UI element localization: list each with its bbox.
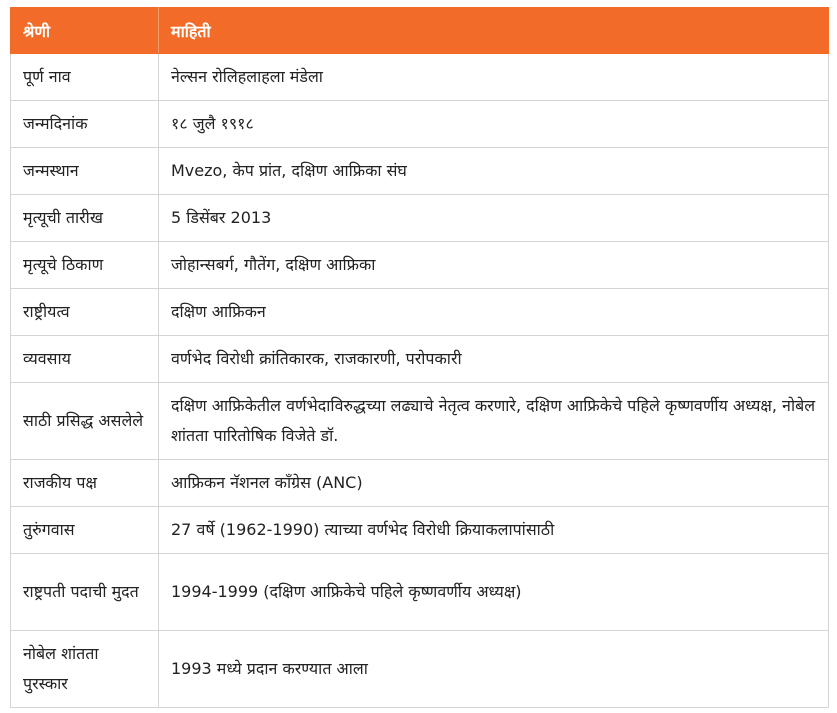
- row-label: मृत्यूची तारीख: [11, 195, 159, 242]
- row-value: 5 डिसेंबर 2013: [159, 195, 829, 242]
- header-information: माहिती: [159, 8, 829, 54]
- table-header-row: [11, 8, 829, 54]
- row-label: राष्ट्रीयत्व: [11, 289, 159, 336]
- row-label: जन्मदिनांक: [11, 101, 159, 148]
- table-row: [11, 507, 829, 554]
- row-value: दक्षिण आफ्रिकेतील वर्णभेदाविरुद्धच्या लढ्याचे नेतृत्व करणारे, दक्षिण आफ्रिकेचे पहिले कृष्णवर्णीय अध्यक्ष, नोबेल शांतता पारितोषिक विजेते डॉ.: [159, 383, 829, 460]
- table-row: [11, 195, 829, 242]
- row-label: मृत्यूचे ठिकाण: [11, 242, 159, 289]
- table-row: [11, 383, 829, 460]
- row-value: वर्णभेद विरोधी क्रांतिकारक, राजकारणी, परोपकारी: [159, 336, 829, 383]
- row-value: नेल्सन रोलिहलाहला मंडेला: [159, 54, 829, 101]
- row-value: 1994-1999 (दक्षिण आफ्रिकेचे पहिले कृष्णवर्णीय अध्यक्ष): [159, 554, 829, 631]
- row-value: जोहान्सबर्ग, गौतेंग, दक्षिण आफ्रिका: [159, 242, 829, 289]
- table-row: [11, 101, 829, 148]
- table-row: [11, 336, 829, 383]
- row-label: पूर्ण नाव: [11, 54, 159, 101]
- table-row: [11, 554, 829, 631]
- row-value: 27 वर्षे (1962-1990) त्याच्या वर्णभेद विरोधी क्रियाकलापांसाठी: [159, 507, 829, 554]
- info-table: [10, 7, 829, 708]
- table-row: [11, 148, 829, 195]
- table-row: [11, 631, 829, 708]
- row-value: आफ्रिकन नॅशनल काँग्रेस (ANC): [159, 460, 829, 507]
- table-row: [11, 460, 829, 507]
- row-label: राजकीय पक्ष: [11, 460, 159, 507]
- row-value: Mvezo, केप प्रांत, दक्षिण आफ्रिका संघ: [159, 148, 829, 195]
- info-table-container: [10, 7, 828, 708]
- table-row: [11, 242, 829, 289]
- row-label: तुरुंगवास: [11, 507, 159, 554]
- row-label: नोबेल शांतता पुरस्कार: [11, 631, 159, 708]
- row-label: राष्ट्रपती पदाची मुदत: [11, 554, 159, 631]
- row-value: १८ जुलै १९१८: [159, 101, 829, 148]
- row-value: दक्षिण आफ्रिकन: [159, 289, 829, 336]
- row-label: जन्मस्थान: [11, 148, 159, 195]
- table-row: [11, 289, 829, 336]
- header-category: श्रेणी: [11, 8, 159, 54]
- row-value: 1993 मध्ये प्रदान करण्यात आला: [159, 631, 829, 708]
- table-row: [11, 54, 829, 101]
- row-label: साठी प्रसिद्ध असलेले: [11, 383, 159, 460]
- row-label: व्यवसाय: [11, 336, 159, 383]
